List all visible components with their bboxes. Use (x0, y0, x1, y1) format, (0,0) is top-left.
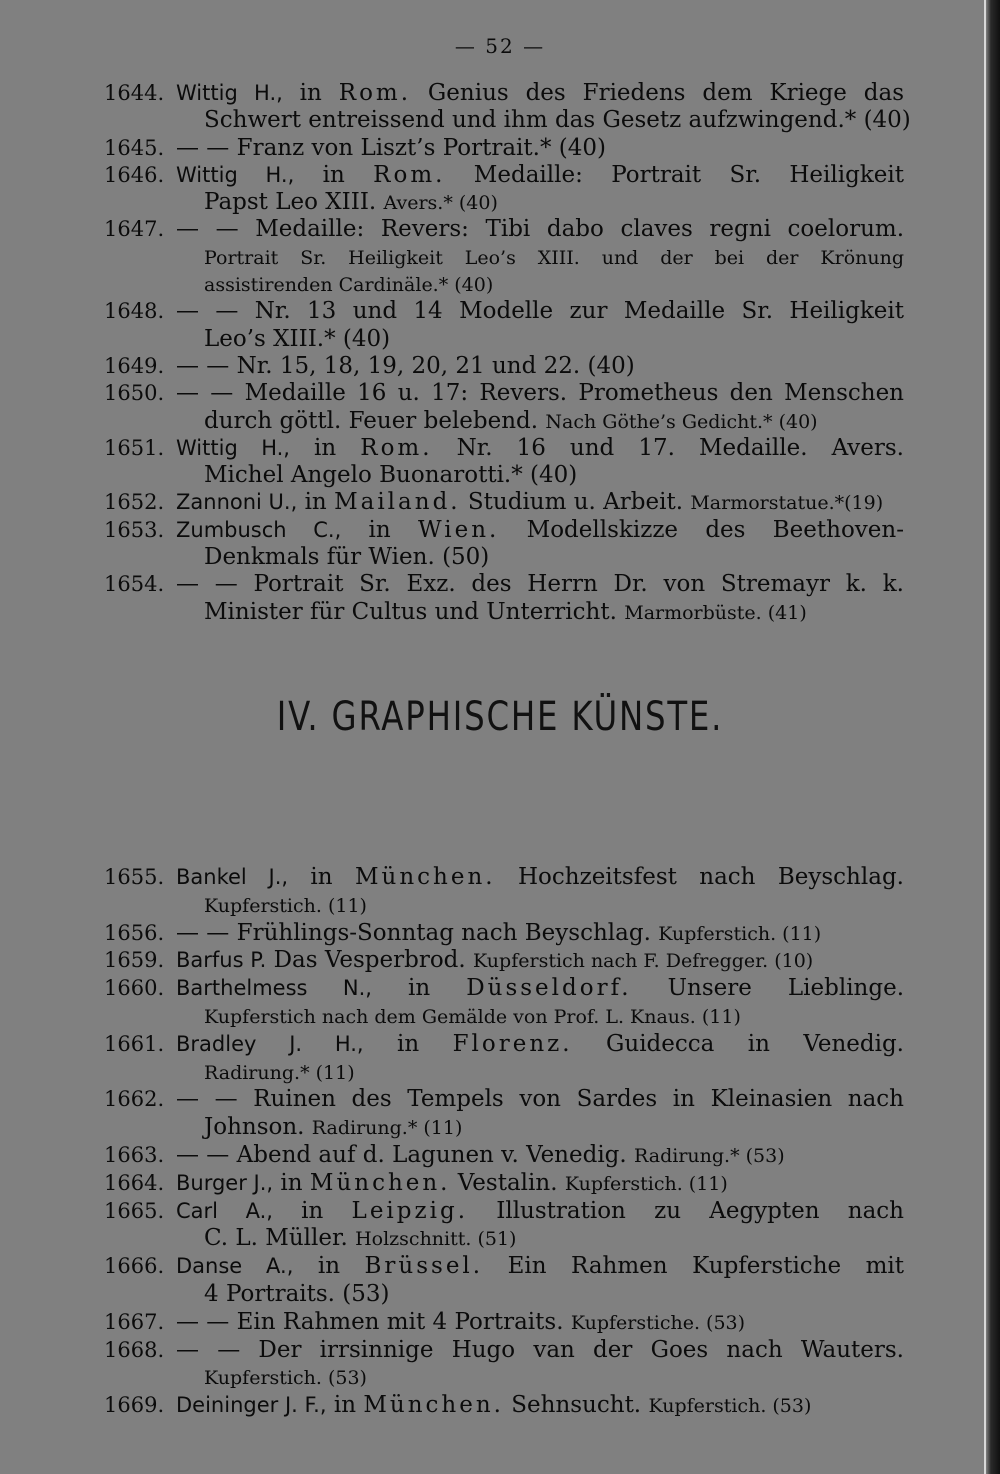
entry-text-segment: Marmorbüste. (41) (624, 601, 807, 624)
artist-name: Zumbusch C., (176, 517, 342, 542)
catalog-entry (104, 1031, 904, 1087)
entry-text-segment: Denkmals für Wien. (50) (204, 544, 490, 571)
entry-number: 1648. (104, 299, 165, 324)
entry-number: 1645. (104, 135, 165, 160)
entry-line (104, 462, 904, 489)
entry-text-segment: Marmorstatue.*(19) (690, 492, 884, 515)
artist-name: Barfus P. (176, 948, 267, 973)
entry-number: 1644. (104, 81, 165, 105)
artist-name: Barthelmess N., (176, 976, 372, 1001)
catalog-entry (104, 435, 904, 490)
entry-number: 1656. (104, 920, 165, 945)
artist-name: Zannoni U., (176, 490, 298, 515)
catalog-list-graphic-arts (104, 864, 904, 1420)
entry-text-segment: Avers.* (40) (383, 192, 498, 215)
entry-line (104, 864, 904, 892)
city-name: Wien. (418, 516, 500, 543)
entry-number: 1665. (104, 1198, 165, 1223)
entry-text-segment: in (273, 1169, 310, 1196)
entry-number: 1663. (104, 1142, 165, 1167)
entry-text (176, 1086, 904, 1114)
catalog-entry (104, 216, 904, 298)
artist-name: Deininger J. F., (176, 1393, 327, 1418)
entry-text (176, 920, 904, 949)
entry-text (204, 1364, 904, 1393)
entry-line (104, 435, 904, 462)
entry-text-segment: C. L. Müller. (204, 1225, 356, 1252)
entry-text-segment: Papst Leo XIII. (204, 189, 384, 216)
entry-text-segment: — — Medaille 16 u. 17: Revers. Prometheus den Menschen (176, 380, 904, 407)
entry-text-segment: Nr. 16 und 17. Medaille. Avers. (432, 434, 904, 461)
entry-text-segment: Unsere Lieblinge. (631, 975, 905, 1002)
entry-text-segment: — — Nr. 13 und 14 Modelle zur Medaille Sr. Heiligkeit (176, 298, 904, 325)
entry-text-segment: in (363, 1030, 453, 1057)
entry-line (104, 80, 904, 107)
entry-text (176, 1198, 904, 1226)
city-name: München. (363, 1392, 504, 1419)
entry-text (176, 216, 904, 243)
entry-text (204, 408, 904, 436)
catalog-entry (104, 975, 904, 1031)
entry-text-segment: Kupferstich. (11) (564, 1172, 728, 1195)
entry-text-segment: in (297, 489, 335, 516)
entry-text (176, 380, 904, 407)
entry-line (104, 1086, 904, 1114)
entry-text (176, 1170, 904, 1199)
entry-line (104, 1114, 904, 1142)
entry-number: 1649. (104, 353, 165, 378)
city-name: München. (354, 864, 496, 890)
entry-text (204, 1281, 904, 1309)
entry-number: 1662. (104, 1087, 165, 1112)
entry-line (104, 1059, 904, 1087)
entry-line (104, 244, 904, 271)
entry-number: 1646. (104, 162, 165, 187)
entry-line (104, 975, 904, 1003)
entry-text (204, 189, 904, 217)
entry-text-segment: — — Ruinen des Tempels von Sardes in Kleinasien nach (176, 1086, 904, 1113)
entry-text-segment: Kupferstich. (11) (204, 894, 367, 917)
city-name: Rom. (360, 434, 433, 461)
entry-text (176, 571, 904, 598)
entry-text-segment: — — Ein Rahmen mit 4 Portraits. (176, 1308, 571, 1335)
city-name: Leipzig. (351, 1197, 469, 1224)
catalog-entry (104, 1392, 904, 1420)
artist-name: Wittig H., (176, 81, 283, 105)
entry-text (204, 1114, 904, 1143)
entry-text (176, 162, 904, 189)
entry-text (176, 1142, 904, 1171)
entry-text-segment: — — Nr. 15, 18, 19, 20, 21 und 22. (40) (176, 352, 635, 379)
entry-text-segment: Kupferstich. (11) (658, 922, 822, 945)
entry-text-segment: in (288, 864, 355, 890)
entry-text-segment: assistirenden Cardinäle.* (40) (204, 274, 494, 297)
entry-text-segment: Studium u. Arbeit. (460, 489, 691, 516)
entry-text (204, 544, 904, 571)
page-number: — 52 — (454, 34, 546, 58)
entry-text-segment: Kupferstich nach dem Gemälde von Prof. L. Knaus. (11) (204, 1005, 741, 1028)
entry-text (176, 1031, 904, 1059)
catalog-entry (104, 571, 904, 626)
entry-text-segment: in (289, 434, 361, 461)
entry-text (176, 489, 904, 517)
artist-name: Wittig H., (176, 435, 290, 460)
entry-text-segment: in (326, 1392, 364, 1419)
entry-line (104, 189, 904, 216)
page-edge-shadow (986, 0, 1000, 1474)
entry-line (104, 544, 904, 571)
entry-text-segment: Guidecca in Venedig. (572, 1030, 904, 1057)
entry-text (176, 80, 904, 107)
catalog-entry (104, 864, 904, 920)
entry-text (176, 298, 904, 325)
city-name: München. (309, 1169, 451, 1196)
entry-number: 1654. (104, 572, 165, 597)
artist-name: Danse A., (176, 1254, 294, 1279)
section-heading: IV. GRAPHISCHE KÜNSTE. (276, 694, 724, 740)
entry-text-segment: Johnson. (204, 1114, 312, 1141)
entry-text-segment: — — Der irrsinnige Hugo van der Goes nach Wauters. (176, 1336, 904, 1363)
city-name: Brüssel. (364, 1253, 484, 1280)
entry-line (104, 162, 904, 189)
catalog-entry (104, 947, 904, 975)
entry-text-segment: in (294, 161, 374, 188)
catalog-entry (104, 1170, 904, 1198)
entry-text (204, 1225, 904, 1254)
entry-number: 1652. (104, 490, 165, 515)
entry-text-segment: Hochzeitsfest nach Beyschlag. (495, 864, 904, 890)
entry-text-segment: Leo’s XIII.* (40) (204, 325, 391, 352)
entry-text-segment: in (293, 1253, 365, 1280)
entry-number: 1651. (104, 435, 165, 460)
entry-text-segment: Illustration zu Aegypten nach (468, 1197, 904, 1224)
entry-text (204, 244, 904, 272)
entry-text-segment: Kupferstich. (53) (204, 1367, 367, 1390)
entry-text-segment: in (371, 975, 467, 1002)
entry-number: 1661. (104, 1031, 165, 1056)
entry-text (176, 435, 904, 462)
entry-text (176, 864, 904, 892)
entry-line (104, 1003, 904, 1031)
entry-text-segment: Sehnsucht. (503, 1392, 649, 1419)
entry-text-segment: durch göttl. Feuer belebend. (204, 407, 546, 434)
entry-text (176, 1337, 904, 1365)
entry-text-segment: Medaille: Portrait Sr. Heiligkeit (445, 161, 904, 188)
catalog-entry (104, 380, 904, 435)
entry-text (204, 1059, 904, 1088)
entry-number: 1664. (104, 1170, 165, 1195)
entry-text-segment: 4 Portraits. (53) (204, 1280, 390, 1307)
catalog-entry (104, 80, 911, 135)
entry-line (104, 1142, 904, 1170)
entry-text-segment: Holzschnitt. (51) (355, 1228, 517, 1251)
artist-name: Bankel J., (176, 865, 289, 889)
entry-text (176, 1253, 904, 1281)
entry-text-segment: Michel Angelo Buonarotti.* (40) (204, 462, 578, 489)
entry-text-segment: in (272, 1197, 352, 1224)
entry-text-segment: Genius des Friedens dem Kriege das (411, 80, 905, 106)
catalog-entry (104, 298, 904, 353)
entry-line (104, 353, 904, 380)
catalog-entry (104, 135, 904, 162)
entry-text-segment: — — Abend auf d. Lagunen v. Venedig. (176, 1141, 635, 1168)
entry-text-segment: Kupferstich. (53) (648, 1395, 812, 1418)
entry-line (104, 1309, 904, 1337)
entry-text (176, 1309, 904, 1338)
entry-text-segment: Das Vesperbrod. (266, 947, 474, 974)
entry-text (176, 135, 904, 162)
entry-number: 1650. (104, 381, 165, 406)
entry-text-segment: Kupferstiche. (53) (570, 1311, 746, 1334)
artist-name: Carl A., (176, 1198, 273, 1223)
entry-number: 1655. (104, 865, 165, 889)
entry-number: 1667. (104, 1309, 165, 1334)
entry-text-segment: — — Frühlings-Sonntag nach Beyschlag. (176, 919, 659, 946)
entry-number: 1659. (104, 948, 165, 973)
entry-text-segment: in (282, 80, 339, 106)
entry-line (104, 1198, 904, 1226)
catalog-entry (104, 489, 904, 516)
entry-line (104, 599, 904, 626)
catalog-entry (104, 1253, 904, 1309)
catalog-entry (104, 920, 904, 948)
entry-line (104, 380, 904, 407)
entry-text-segment: Modellskizze des Beethoven- (499, 516, 904, 543)
entry-line (104, 1281, 904, 1309)
entry-text-segment: — — Franz von Liszt’s Portrait.* (40) (176, 134, 606, 161)
catalog-entry (104, 1309, 904, 1337)
catalog-entry (104, 1337, 904, 1393)
entry-line (104, 892, 904, 920)
entry-line (104, 947, 904, 975)
entry-line (104, 216, 904, 243)
entry-text-segment: Radirung.* (11) (204, 1061, 355, 1084)
entry-line (104, 920, 904, 948)
entry-text-segment: Portrait Sr. Heiligkeit Leo’s XIII. und der bei der Krönung (204, 246, 904, 269)
catalog-list-sculpture (104, 80, 911, 626)
entry-text-segment: Ein Rahmen Kupferstiche mit (483, 1253, 904, 1280)
city-name: Düsseldorf. (466, 975, 632, 1002)
catalog-entry (104, 1198, 904, 1254)
entry-line (104, 1364, 904, 1392)
entry-text-segment: Radirung.* (53) (634, 1144, 785, 1167)
entry-line (104, 298, 904, 325)
entry-text (204, 892, 904, 921)
entry-line (104, 1031, 904, 1059)
entry-text-segment: Kupferstich nach F. Defregger. (10) (473, 950, 814, 973)
entry-text-segment: Minister für Cultus und Unterricht. (204, 598, 625, 625)
entry-line (104, 408, 904, 435)
artist-name: Burger J., (176, 1170, 274, 1195)
entry-text-segment: Vestalin. (450, 1169, 565, 1196)
entry-line (104, 271, 904, 298)
entry-line (104, 1337, 904, 1365)
entry-number: 1647. (104, 217, 165, 242)
entry-text (204, 1003, 904, 1032)
entry-line (104, 1225, 904, 1253)
entry-text-segment: Schwert entreissend und ihm das Gesetz aufzwingend.* (40) (204, 107, 911, 134)
entry-text-segment: — — Portrait Sr. Exz. des Herrn Dr. von Stremayr k. k. (176, 571, 904, 598)
entry-line (104, 489, 904, 516)
entry-line (104, 107, 911, 134)
entry-line (104, 1253, 904, 1281)
entry-number: 1668. (104, 1337, 165, 1362)
entry-text-segment: Radirung.* (11) (311, 1117, 463, 1140)
artist-name: Wittig H., (176, 162, 295, 187)
entry-text-segment: Nach Göthe’s Gedicht.* (40) (545, 410, 818, 433)
entry-text (204, 326, 904, 353)
city-name: Rom. (373, 161, 446, 188)
catalog-entry (104, 1142, 904, 1170)
entry-text (176, 1392, 904, 1421)
entry-text (204, 271, 904, 299)
entry-line (104, 1392, 904, 1420)
entry-text (204, 462, 904, 489)
entry-text (176, 517, 904, 544)
entry-line (104, 326, 904, 353)
entry-text-segment: — — Medaille: Revers: Tibi dabo claves regni coelorum. (176, 216, 904, 243)
city-name: Mailand. (334, 489, 461, 516)
entry-text (176, 975, 904, 1003)
city-name: Florenz. (452, 1030, 573, 1057)
entry-text (204, 107, 911, 134)
entry-line (104, 1170, 904, 1198)
entry-number: 1660. (104, 976, 165, 1001)
catalog-entry (104, 517, 904, 572)
entry-line (104, 571, 904, 598)
catalog-entry (104, 162, 904, 217)
catalog-entry (104, 353, 904, 380)
entry-number: 1653. (104, 517, 165, 542)
entry-line (104, 135, 904, 162)
entry-text (176, 947, 904, 976)
entry-number: 1669. (104, 1393, 165, 1418)
catalog-entry (104, 1086, 904, 1142)
city-name: Rom. (338, 80, 412, 106)
artist-name: Bradley J. H., (176, 1031, 364, 1056)
entry-text-segment: in (341, 516, 419, 543)
entry-text (176, 353, 904, 380)
entry-text (204, 599, 904, 627)
entry-number: 1666. (104, 1254, 165, 1279)
entry-line (104, 517, 904, 544)
